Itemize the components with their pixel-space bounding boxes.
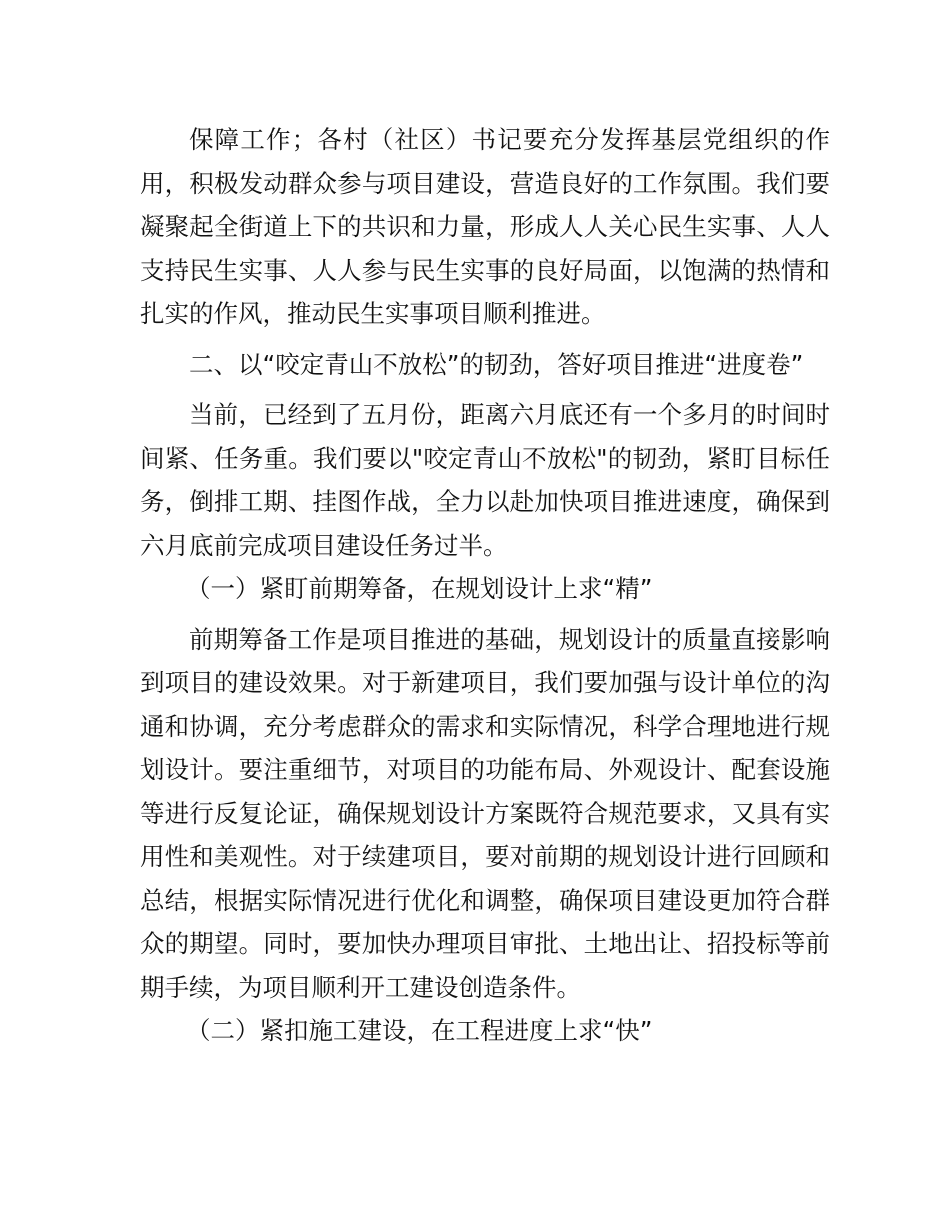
- paragraph-current-situation: 当前，已经到了五月份，距离六月底还有一个多月的时间时间紧、任务重。我们要以"咬定青山不放松"的韧劲，紧盯目标任务，倒排工期、挂图作战，全力以赴加快项目推进速度，确保到六月底前完成项目建设任务过半。: [140, 400, 830, 560]
- section-heading-progress: 二、以“咬定青山不放松”的韧劲，答好项目推进“进度卷”: [189, 349, 804, 379]
- subheading-construction: （二）紧扣施工建设，在工程进度上求“快”: [186, 1016, 653, 1045]
- paragraph-planning-design: 前期筹备工作是项目推进的基础，规划设计的质量直接影响到项目的建设效果。对于新建项目，我们要加强与设计单位的沟通和协调，充分考虑群众的需求和实际情况，科学合理地进行规划设计。要注重细节，对项目的功能布局、外观设计、配套设施等进行反复论证，确保规划设计方案既符合规范要求，又具有实用性和美观性。对于续建项目，要对前期的规划设计进行回顾和总结，根据实际情况进行优化和调整，确保项目建设更加符合群众的期望。同时，要加快办理项目审批、土地出让、招投标等前期手续，为项目顺利开工建设创造条件。: [140, 624, 830, 1002]
- document-body: [140, 118, 830, 1053]
- paragraph-support-work: 保障工作；各村（社区）书记要充分发挥基层党组织的作用，积极发动群众参与项目建设，营造良好的工作氛围。我们要凝聚起全街道上下的共识和力量，形成人人关心民生实事、人人支持民生实事、人人参与民生实事的良好局面，以饱满的热情和扎实的作风，推动民生实事项目顺利推进。: [140, 125, 830, 328]
- subheading-planning-design: （一）紧盯前期筹备，在规划设计上求“精”: [186, 574, 653, 603]
